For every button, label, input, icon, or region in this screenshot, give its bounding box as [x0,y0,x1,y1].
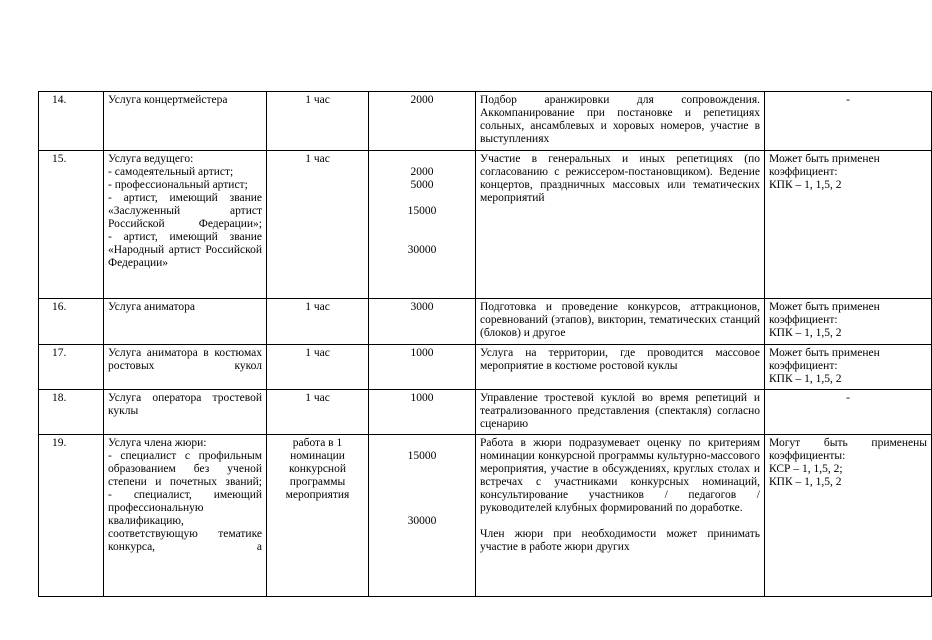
name-line: Услуга ведущего: [108,153,194,165]
price-cell: 3000 [369,299,476,345]
coef-line: Может быть применен коэффициент: [769,301,880,326]
price-line: 30000 [407,515,437,527]
coefficient-cell [765,345,932,390]
coef-line: КСР – 1, 1,5, 2; [769,463,843,475]
service-name: Услуга оператора тростевой куклы [104,390,267,435]
name-line: - самодеятельный артист; [108,166,234,178]
coef-line: КПК – 1, 1,5, 2 [769,476,842,488]
price-cell: 1000 [369,345,476,390]
unit-cell: 1 час [267,345,369,390]
unit-cell [267,435,369,597]
name-line: - артист, имеющий звание «Народный артист Российской Федерации» [108,231,262,269]
name-line: - специалист, имеющий профессиональную квалификацию, соответствующую тематике конкурса, а [108,489,262,553]
description-cell: Управление тростевой куклой во время репетиций и театрализованного представления (спектакля) согласно сценарию [476,390,765,435]
coef-line: Может быть применен коэффициент: [769,347,880,372]
name-line: - профессиональный артист; [108,179,248,191]
coefficient-cell: - [765,92,932,151]
price-line: 2000 [410,166,434,178]
table-row [39,299,932,345]
unit-cell: 1 час [267,151,369,299]
description-paragraph: Член жюри при необходимости может принимать участие в работе жюри других [480,528,760,553]
description-paragraph: Работа в жюри подразумевает оценку по критериям номинации конкурсной программы культурно-массового мероприятия, участие в обсуждениях, круглых столах и встречах с участниками конкурсных номинаций, консультирование участников / педагогов / руководителей клубных формирований по доработке. [480,437,760,514]
service-name: Услуга аниматора [104,299,267,345]
price-line: 15000 [407,205,437,217]
unit-line: программы [289,476,346,488]
coefficient-cell [765,299,932,345]
name-line: Услуга члена жюри: [108,437,207,449]
price-line: 15000 [407,450,437,462]
unit-cell: 1 час [267,299,369,345]
table-row [39,151,932,299]
unit-cell: 1 час [267,390,369,435]
coefficient-cell: - [765,390,932,435]
price-line: 5000 [410,179,434,191]
service-name [104,151,267,299]
description-cell: Участие в генеральных и иных репетициях (по согласованию с режиссером-постановщиком). Ведение концертов, праздничных массовых или тематических мероприятий [476,151,765,299]
row-number: 19. [39,435,104,597]
services-price-table [38,91,932,597]
row-number: 16. [39,299,104,345]
service-name: Услуга концертмейстера [104,92,267,151]
row-number: 17. [39,345,104,390]
description-cell: Услуга на территории, где проводится массовое мероприятие в костюме ростовой куклы [476,345,765,390]
description-cell: Подготовка и проведение конкурсов, аттракционов, соревнований (этапов), викторин, тематических станций (блоков) и другое [476,299,765,345]
row-number: 15. [39,151,104,299]
price-cell [369,151,476,299]
table-row [39,345,932,390]
price-cell: 1000 [369,390,476,435]
service-name: Услуга аниматора в костюмах ростовых кукол [104,345,267,390]
unit-line: конкурсной [289,463,346,475]
coef-line: КПК – 1, 1,5, 2 [769,373,842,385]
unit-cell: 1 час [267,92,369,151]
price-cell: 2000 [369,92,476,151]
coefficient-cell [765,151,932,299]
description-cell: Подбор аранжировки для сопровождения. Аккомпанирование при постановке и репетициях сольных, ансамблевых и хоровых номеров, участие в выступлениях [476,92,765,151]
description-cell [476,435,765,597]
service-name [104,435,267,597]
unit-line: работа в 1 [292,437,343,449]
coef-line: Может быть применен коэффициент: [769,153,880,178]
price-cell [369,435,476,597]
price-line: 30000 [407,244,437,256]
coef-line: Могут быть применены коэффициенты: [769,437,927,462]
table-row [39,435,932,597]
row-number: 18. [39,390,104,435]
unit-line: номинации [290,450,345,462]
name-line: - специалист с профильным образованием без ученой степени и почетных званий; [108,450,262,488]
coefficient-cell [765,435,932,597]
table-row [39,390,932,435]
name-line: - артист, имеющий звание «Заслуженный артист Российской Федерации»; [108,192,262,230]
table-row [39,92,932,151]
coef-line: КПК – 1, 1,5, 2 [769,179,842,191]
unit-line: мероприятия [285,489,350,501]
row-number: 14. [39,92,104,151]
coef-line: КПК – 1, 1,5, 2 [769,327,842,339]
